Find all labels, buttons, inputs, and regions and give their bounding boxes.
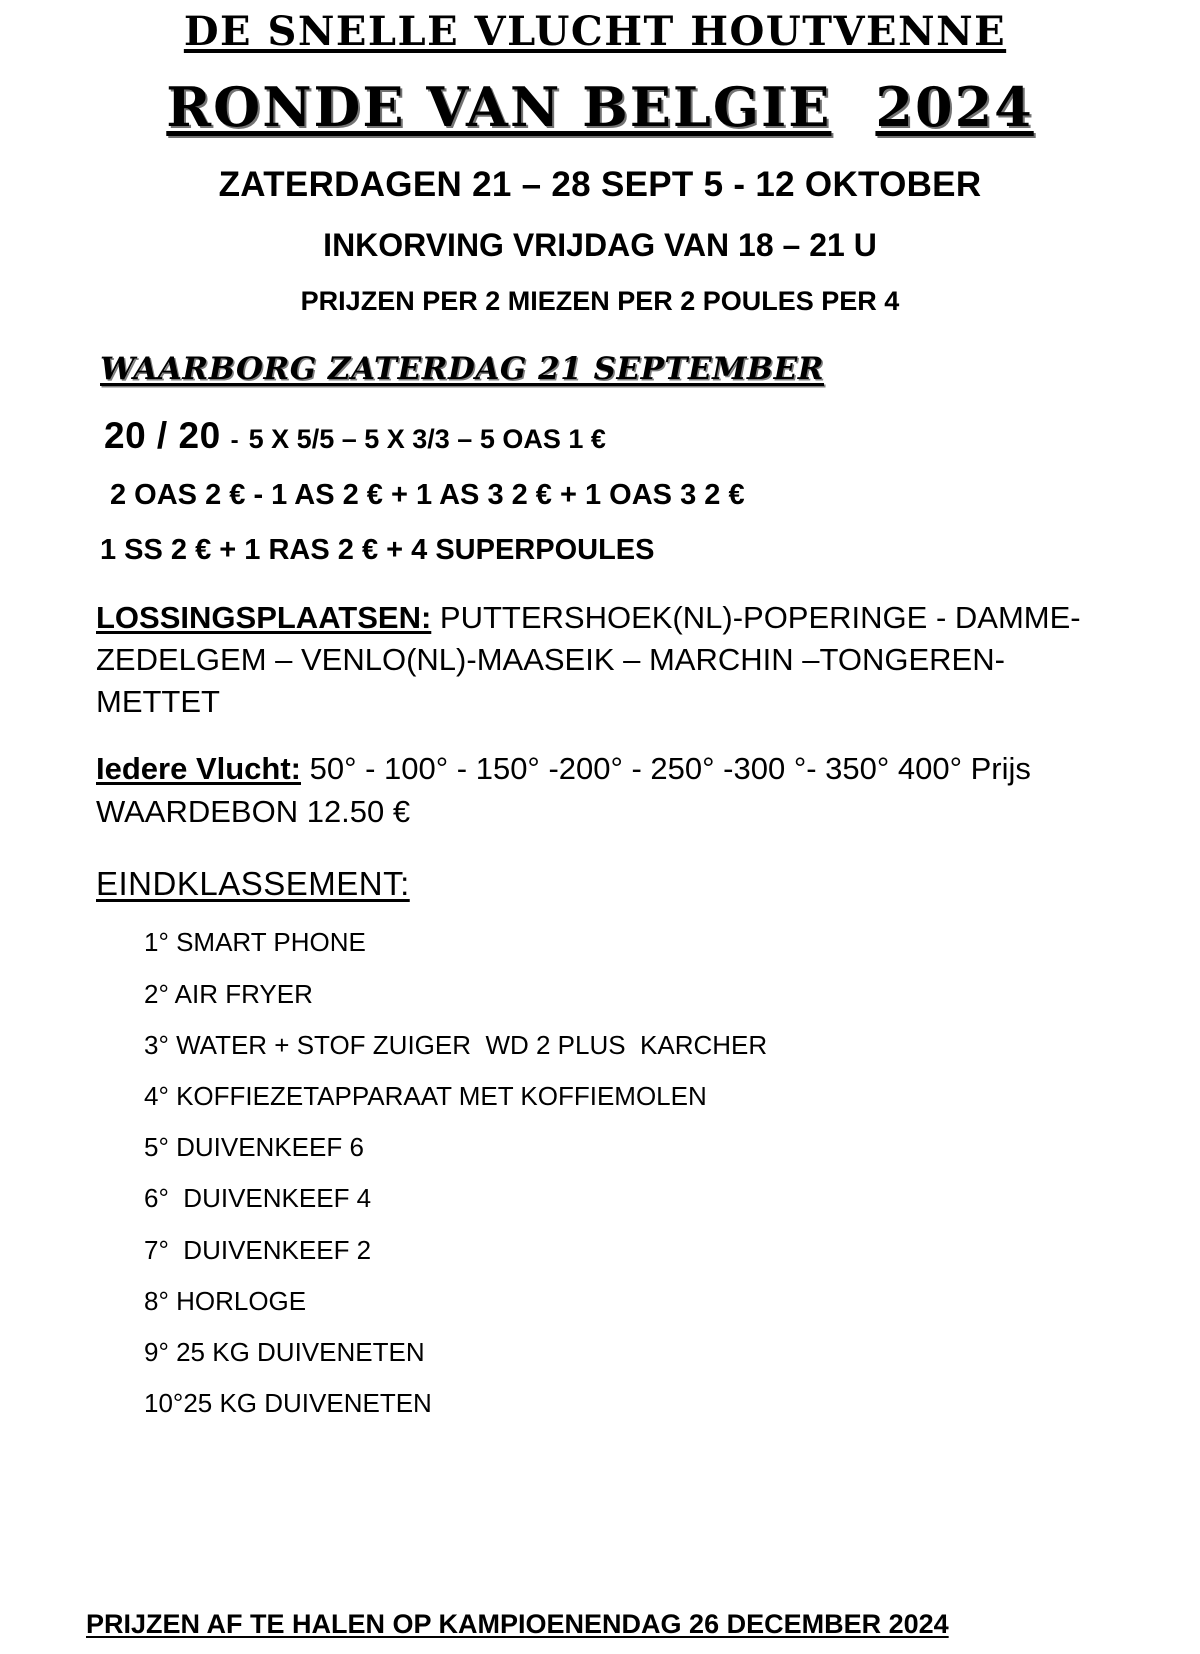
main-title xyxy=(96,75,1104,139)
iedere-vlucht-block xyxy=(96,747,1104,834)
prijzen-per-line: PRIJZEN PER 2 MIEZEN PER 2 POULES PER 4 xyxy=(300,286,900,316)
list-item: 1° SMART PHONE xyxy=(144,927,366,958)
lossingsplaatsen-label: LOSSINGSPLAATSEN: xyxy=(96,600,432,635)
prizes-line-1 xyxy=(104,415,1104,457)
list-item: 6° DUIVENKEEF 4 xyxy=(144,1183,372,1214)
inkorving-line: INKORVING VRIJDAG VAN 18 – 21 U xyxy=(323,227,877,263)
list-item: 8° HORLOGE xyxy=(144,1285,307,1316)
footer-note: PRIJZEN AF TE HALEN OP KAMPIOENENDAG 26 DECEMBER 2024 xyxy=(86,1609,949,1639)
list-item: 10°25 KG DUIVENETEN xyxy=(144,1388,432,1419)
dates-line: ZATERDAGEN 21 – 28 SEPT 5 - 12 OKTOBER xyxy=(218,165,982,204)
eindklassement-list xyxy=(104,917,1104,1429)
iedere-vlucht-label: Iedere Vlucht: xyxy=(96,750,301,786)
iedere-vlucht-value: 50° - 100° - 150° -200° - 250° -300 °- 350° 400° Prijs WAARDEBON 12.50 € xyxy=(96,750,1031,829)
waarborg-heading: WAARBORG ZATERDAG 21 SEPTEMBER xyxy=(100,351,825,387)
lossingsplaatsen-value: PUTTERSHOEK(NL)-POPERINGE - DAMME- ZEDELGEM – VENLO(NL)-MAASEIK – MARCHIN –TONGEREN- METTET xyxy=(96,600,1081,719)
main-title-year: 2024 xyxy=(875,75,1034,139)
list-item: 3° WATER + STOF ZUIGER WD 2 PLUS KARCHER xyxy=(144,1029,768,1060)
prizes-line-1-rest: 5 X 5/5 – 5 X 3/3 – 5 OAS 1 € xyxy=(248,424,606,454)
list-item: 9° 25 KG DUIVENETEN xyxy=(144,1337,425,1368)
prizes-amount: 20 / 20 xyxy=(104,415,221,456)
list-item: 5° DUIVENKEEF 6 xyxy=(144,1132,364,1163)
prizes-line-2: 2 OAS 2 € - 1 AS 2 € + 1 AS 3 2 € + 1 OAS 3 2 € xyxy=(110,479,745,511)
lossingsplaatsen-block xyxy=(96,597,1104,723)
main-title-text: RONDE VAN BELGIE xyxy=(166,75,832,139)
list-item: 4° KOFFIEZETAPPARAAT MET KOFFIEMOLEN xyxy=(144,1080,707,1111)
poster-page xyxy=(0,8,1200,1654)
list-item: 7° DUIVENKEEF 2 xyxy=(144,1234,372,1265)
prizes-dash: - xyxy=(230,427,239,454)
prizes-line-3: 1 SS 2 € + 1 RAS 2 € + 4 SUPERPOULES xyxy=(100,534,655,566)
eindklassement-title: EINDKLASSEMENT: xyxy=(96,865,410,903)
list-item: 2° AIR FRYER xyxy=(144,978,313,1009)
club-title: DE SNELLE VLUCHT HOUTVENNE xyxy=(183,8,1007,55)
